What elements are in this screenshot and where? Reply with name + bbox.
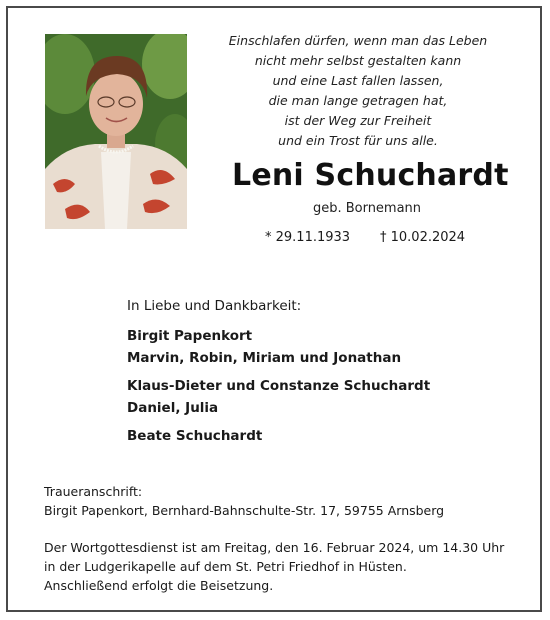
poem-line: und eine Last fallen lassen, [272, 73, 444, 88]
service-line: Anschließend erfolgt die Beisetzung. [44, 578, 274, 593]
poem-line: Einschlafen dürfen, wenn man das Leben [228, 33, 488, 48]
mourner-line: Marvin, Robin, Miriam und Jonathan [127, 350, 402, 366]
poem [218, 31, 498, 151]
mourner-line: Birgit Papenkort [127, 328, 253, 344]
poem-line: die man lange getragen hat, [268, 93, 448, 108]
portrait-photo [45, 34, 187, 229]
poem-line: und ein Trost für uns alle. [278, 133, 438, 148]
maiden-name: geb. Bornemann [312, 201, 422, 216]
mourners-intro: In Liebe und Dankbarkeit: [127, 298, 302, 314]
poem-line: ist der Weg zur Freiheit [284, 113, 432, 128]
portrait-illustration [45, 34, 187, 229]
service-line: in der Ludgerikapelle auf dem St. Petri Friedhof in Hüsten. [44, 559, 407, 574]
mourner-line: Klaus-Dieter und Constanze Schuchardt [127, 378, 431, 394]
mourner-line: Beate Schuchardt [127, 428, 263, 444]
birth-date: * 29.11.1933 [265, 230, 351, 245]
mourner-line: Daniel, Julia [127, 400, 219, 416]
death-date: † 10.02.2024 [380, 230, 466, 245]
service-line: Der Wortgottesdienst ist am Freitag, den 16. Februar 2024, um 14.30 Uhr [44, 540, 505, 555]
deceased-name: Leni Schuchardt [232, 158, 509, 193]
poem-line: nicht mehr selbst gestalten kann [254, 53, 462, 68]
address-label: Traueranschrift: [44, 484, 143, 499]
address-text: Birgit Papenkort, Bernhard-Bahnschulte-Str. 17, 59755 Arnsberg [44, 503, 445, 518]
